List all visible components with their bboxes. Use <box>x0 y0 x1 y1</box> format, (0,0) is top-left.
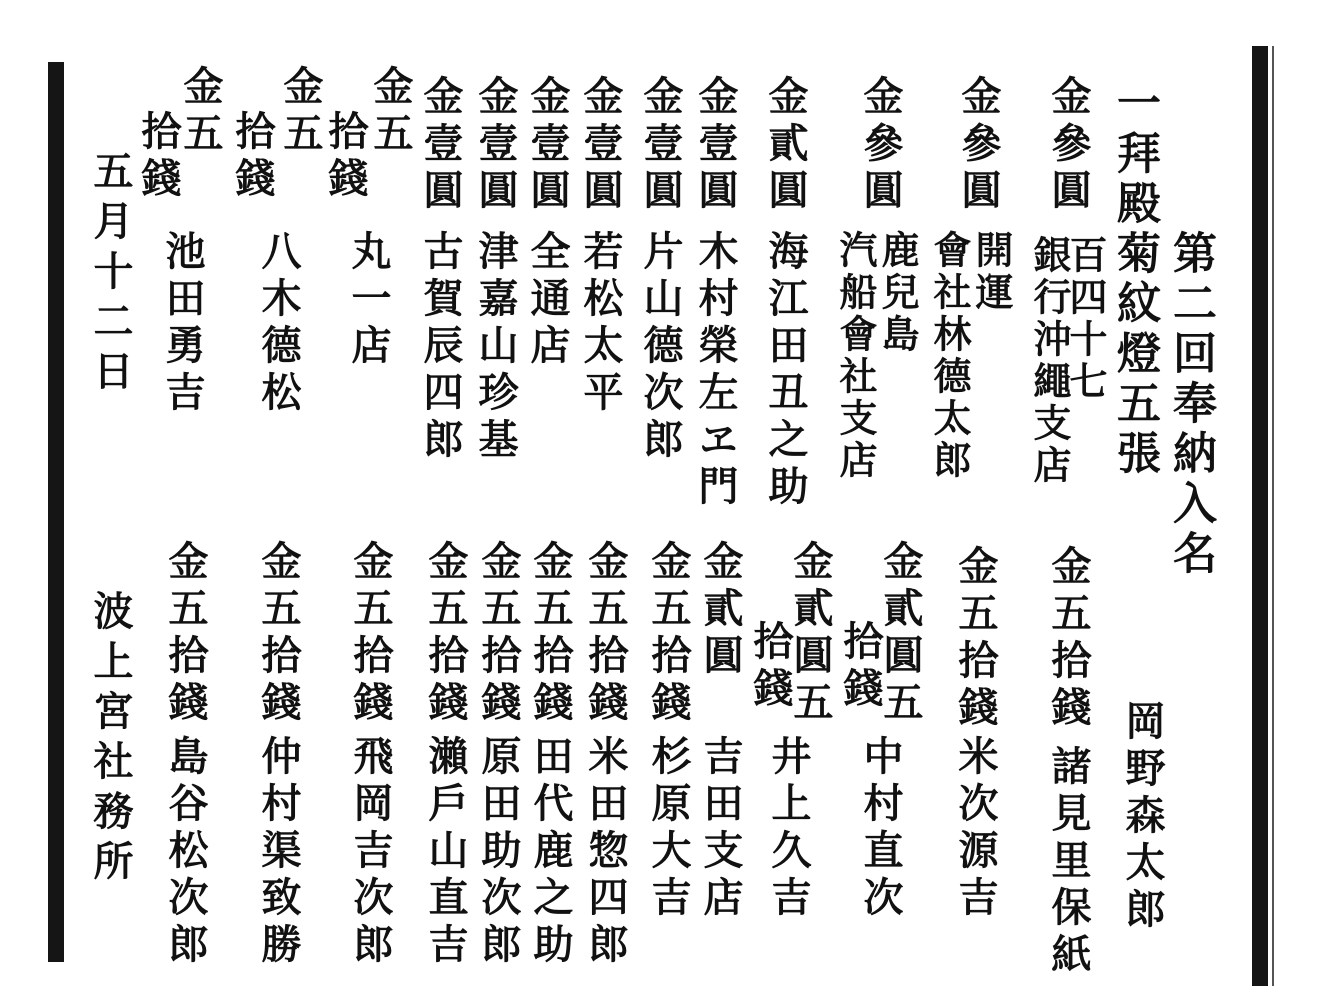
top-name: 丸一店 <box>345 230 392 371</box>
top-name-a: 百四十七 <box>1063 235 1108 403</box>
right-border-rule <box>1252 46 1268 986</box>
top-name: 池田勇吉 <box>159 230 206 418</box>
bottom-amount-b: 拾錢 <box>837 620 884 714</box>
top-amount: 金參圓 <box>857 75 904 216</box>
bottom-name: 原田助次郎 <box>475 735 522 970</box>
notice-title: 第二回奉納入名 <box>1165 230 1216 580</box>
notice-issuer: 波上宮社務所 <box>87 590 134 890</box>
bottom-amount: 金五拾錢 <box>422 540 469 728</box>
bottom-amount: 金貳圓 <box>697 540 744 681</box>
top-name-b: 會社林德太郎 <box>927 230 972 482</box>
left-border-rule <box>48 62 64 962</box>
bottom-name: 島谷松次郎 <box>162 735 209 970</box>
top-amount-a: 金五 <box>367 65 414 159</box>
bottom-amount: 金五拾錢 <box>952 545 999 733</box>
bottom-name: 杉原大吉 <box>645 735 692 923</box>
bottom-amount: 金五拾錢 <box>255 540 302 728</box>
top-name: 若松太平 <box>577 230 624 418</box>
top-name: 片山德次郎 <box>637 230 684 465</box>
top-amount: 金參圓 <box>1045 75 1092 216</box>
top-name-a: 開運 <box>969 230 1014 314</box>
bottom-amount: 金五拾錢 <box>1045 545 1092 733</box>
bottom-name: 瀨戶山直吉 <box>422 735 469 970</box>
top-amount: 金貳圓 <box>762 75 809 216</box>
bottom-amount-b: 拾錢 <box>747 620 794 714</box>
top-amount: 金壹圓 <box>417 75 464 216</box>
bottom-name: 井上久吉 <box>765 735 812 923</box>
top-amount: 金壹圓 <box>577 75 624 216</box>
top-name: 海江田丑之助 <box>762 230 809 512</box>
bottom-amount: 金五拾錢 <box>582 540 629 728</box>
bottom-name: 吉田支店 <box>697 735 744 923</box>
top-amount-a: 金五 <box>277 65 324 159</box>
top-name-a: 鹿兒島 <box>875 230 920 356</box>
bottom-amount-a: 金貳圓五 <box>787 540 834 728</box>
top-amount: 金壹圓 <box>472 75 519 216</box>
bottom-amount: 金五拾錢 <box>347 540 394 728</box>
top-name-b: 汽船會社支店 <box>833 230 878 482</box>
bottom-amount-a: 金貳圓五 <box>877 540 924 728</box>
top-name-b: 銀行沖繩支店 <box>1027 235 1072 487</box>
top-amount: 金壹圓 <box>524 75 571 216</box>
top-amount-a: 金五 <box>177 65 224 159</box>
top-amount-b: 拾錢 <box>135 110 182 204</box>
top-name: 木村榮左ヱ門 <box>692 230 739 512</box>
top-amount: 金參圓 <box>955 75 1002 216</box>
bottom-name: 諸見里保紙 <box>1045 745 1092 980</box>
top-name: 古賀辰四郎 <box>417 230 464 465</box>
top-amount: 金壹圓 <box>637 75 684 216</box>
notice-date: 五月十二日 <box>87 150 134 400</box>
bottom-amount: 金五拾錢 <box>645 540 692 728</box>
bottom-amount: 金五拾錢 <box>475 540 522 728</box>
bottom-name: 米田惣四郎 <box>582 735 629 970</box>
bottom-name: 田代鹿之助 <box>527 735 574 970</box>
top-name: 津嘉山珍基 <box>472 230 519 465</box>
bottom-amount: 金五拾錢 <box>162 540 209 728</box>
bottom-name: 中村直次 <box>857 735 904 923</box>
top-amount: 金壹圓 <box>692 75 739 216</box>
bottom-name: 仲村渠致勝 <box>255 735 302 970</box>
notice-subtitle: 一拜殿菊紋燈五張 <box>1109 80 1160 480</box>
top-name: 全通店 <box>524 230 571 371</box>
bottom-name: 飛岡吉次郎 <box>347 735 394 970</box>
top-amount-b: 拾錢 <box>229 110 276 204</box>
bottom-name: 米次源吉 <box>952 735 999 923</box>
right-border-thin-rule <box>1272 46 1274 986</box>
standalone-name: 岡野森太郎 <box>1119 700 1166 935</box>
bottom-amount: 金五拾錢 <box>527 540 574 728</box>
top-name: 八木德松 <box>255 230 302 418</box>
top-amount-b: 拾錢 <box>322 110 369 204</box>
